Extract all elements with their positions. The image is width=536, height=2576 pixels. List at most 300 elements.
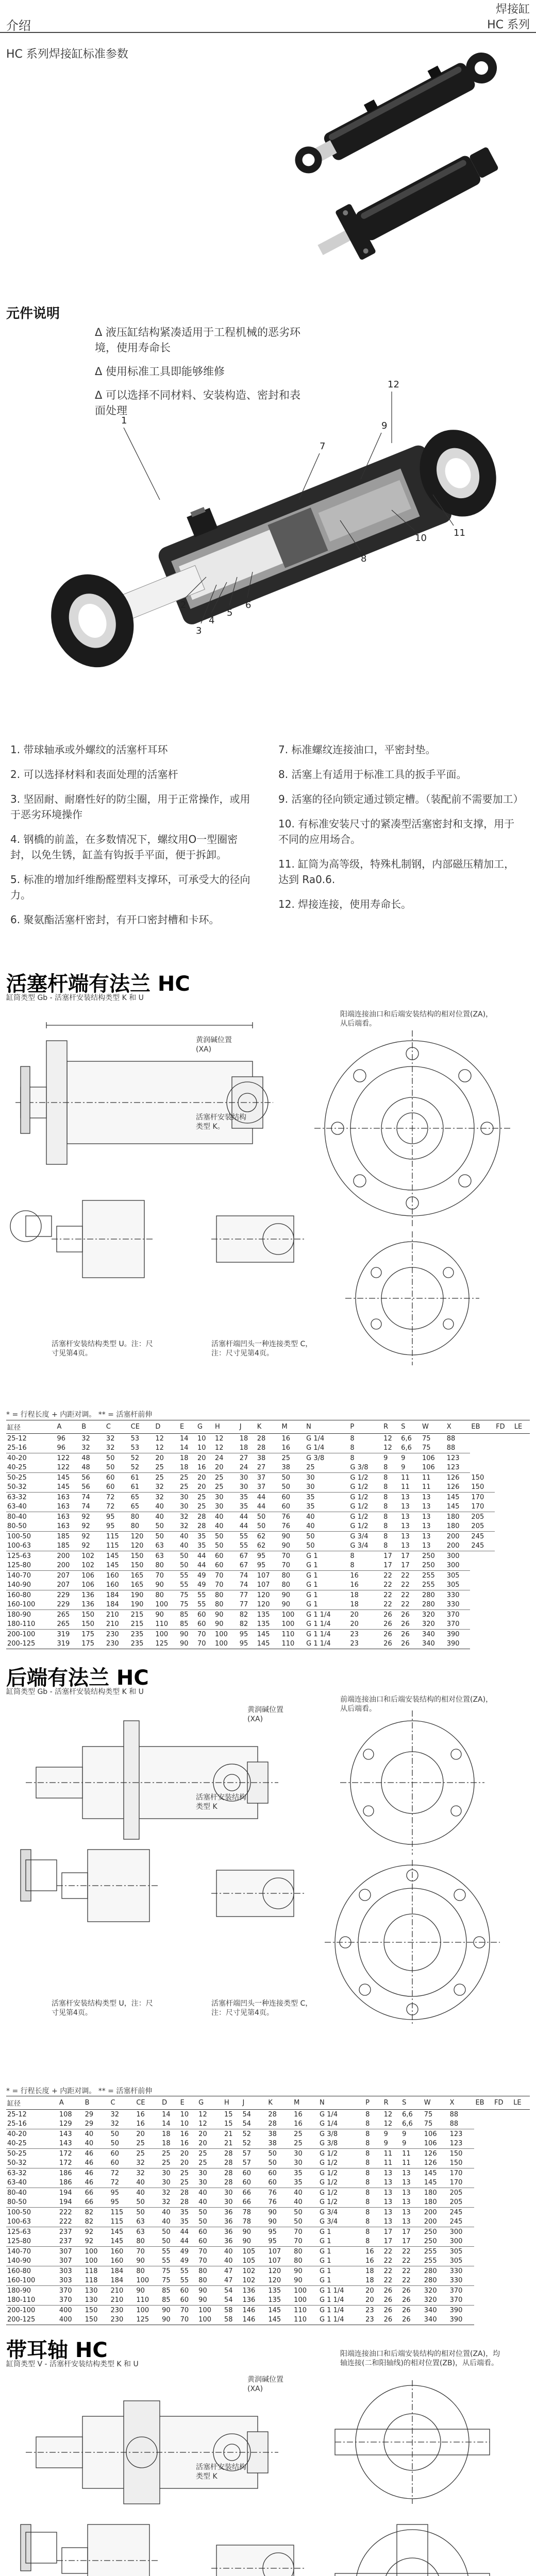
table-cell: 265	[57, 1611, 70, 1619]
table-cell: 28	[224, 2169, 233, 2177]
table-cell: 46	[84, 2178, 110, 2188]
table-row	[6, 1571, 530, 1581]
table-cell: 180	[446, 1513, 460, 1521]
table-cell: 120	[130, 1541, 155, 1551]
table-header-cell: M	[293, 2096, 319, 2110]
table-cell: 75	[179, 1600, 196, 1610]
table-cell: 229	[56, 1600, 81, 1610]
table-cell: 90	[214, 1620, 239, 1630]
table-cell: 200	[446, 1541, 471, 1551]
table-cell: 50	[109, 2139, 135, 2149]
table-cell: 150	[471, 1473, 484, 1482]
table-row	[6, 1532, 530, 1541]
table-cell: 12	[215, 1434, 224, 1443]
table-cell: 160-80	[7, 1591, 31, 1599]
table-cell: 63	[155, 1552, 164, 1560]
table-cell: 250	[421, 1561, 446, 1571]
table-cell: 180	[424, 2189, 437, 2197]
table-cell: 90	[294, 2267, 303, 2275]
table-cell: 74	[239, 1571, 248, 1580]
callout-5: 5	[227, 607, 233, 618]
table-cell: 26	[383, 2296, 401, 2306]
table-cell: 12	[198, 2110, 207, 2119]
table-row	[6, 2237, 530, 2247]
table-cell: 28	[267, 2120, 293, 2129]
feature-item: 3. 坚固耐、耐磨性好的防尘圈，用于正常操作，或用于恶劣环境操作	[10, 793, 250, 821]
table-cell: 255	[424, 2247, 437, 2256]
section3-subtitle: 缸筒类型 V - 活塞杆安装结构类型 K 和 U	[6, 2360, 139, 2368]
table-cell: 150	[84, 2315, 110, 2325]
table-row	[6, 2208, 530, 2217]
table-cell: 35	[179, 2217, 198, 2227]
table-cell: 126	[423, 2159, 449, 2168]
table-cell: 13	[400, 1502, 421, 1512]
dimension-table-1	[6, 1420, 530, 1649]
table-cell: 17	[382, 1561, 400, 1571]
table-cell: 76	[280, 1522, 305, 1532]
table-cell: 9	[383, 1454, 388, 1462]
table-header-cell: W	[421, 1420, 446, 1434]
table-cell: 60	[106, 1473, 115, 1482]
table-cell: 20	[198, 2130, 207, 2138]
table-cell: G 1/2	[350, 1493, 368, 1501]
table-cell: 13	[421, 1522, 446, 1532]
table-cell: 29	[84, 2120, 110, 2129]
table-cell: 48	[80, 1463, 105, 1473]
table-cell: 46	[85, 2169, 94, 2177]
table-cell: 100	[135, 2276, 161, 2286]
table-cell: 52	[130, 1454, 140, 1462]
table-cell: 210	[105, 1620, 130, 1630]
table-cell: 13	[401, 1513, 410, 1521]
table-cell: 90	[136, 2286, 145, 2295]
table-cell: G 3/4	[349, 1541, 382, 1551]
table-cell: 30	[197, 2178, 223, 2188]
table-cell: 82	[239, 1611, 248, 1619]
table-cell: 120	[268, 2267, 281, 2275]
table-cell: 245	[449, 2208, 463, 2216]
table-cell: 26	[383, 2315, 401, 2325]
table-cell: 95	[239, 1639, 256, 1649]
table-cell: 70	[196, 1639, 214, 1649]
table-cell: 370	[58, 2296, 84, 2306]
table-cell: 320	[421, 1620, 446, 1630]
table-cell: 194	[58, 2198, 84, 2208]
table-cell: 44	[179, 2237, 198, 2247]
table-cell: 50	[162, 2228, 171, 2236]
table-cell: 96	[56, 1444, 81, 1453]
table-cell: 14	[180, 1434, 189, 1443]
table-cell: 50	[161, 2237, 179, 2247]
table-cell: 70	[293, 2237, 319, 2247]
table-cell: 25	[294, 2130, 303, 2138]
table-cell: 25	[196, 1502, 214, 1512]
table-cell: 55	[179, 2276, 198, 2286]
table-cell: 30	[305, 1483, 349, 1493]
table-cell: 50-32	[6, 1483, 56, 1493]
table-cell: 32	[154, 1483, 179, 1493]
table-cell: 13	[421, 1541, 446, 1551]
table-cell: 35	[196, 1541, 214, 1551]
table-cell: 32	[106, 1434, 115, 1443]
table-cell: 126	[446, 1483, 471, 1493]
table-cell: 30	[179, 1502, 196, 1512]
table-cell: 70	[180, 2306, 189, 2314]
table-cell: 50	[306, 1532, 315, 1540]
table-cell: 255	[422, 1571, 435, 1580]
table-cell: 16	[364, 2257, 383, 2266]
table-header-cell: A	[58, 2096, 84, 2110]
table-cell: 50	[179, 1561, 196, 1571]
table-cell: 184	[106, 1591, 119, 1599]
table-cell: 78	[242, 2208, 252, 2216]
table-cell: 44	[239, 1513, 248, 1521]
table-cell: 20	[349, 1620, 382, 1630]
table-row	[6, 1581, 530, 1590]
table-cell: 90	[293, 2276, 319, 2286]
table-cell: 40	[180, 1532, 189, 1540]
table-cell: 82	[85, 2208, 94, 2216]
table-cell: 18	[180, 1454, 189, 1462]
table-cell: 25	[179, 1483, 196, 1493]
table-cell: 75	[161, 2276, 179, 2286]
table-cell: 63-40	[6, 1502, 56, 1512]
table-cell: 10	[180, 2110, 189, 2119]
table-cell: 25-12	[7, 1434, 27, 1443]
table-cell: 120	[267, 2276, 293, 2286]
table-cell: 118	[85, 2267, 98, 2275]
table-cell: 30	[293, 2159, 319, 2168]
table-cell: 32	[162, 2189, 171, 2197]
table-cell: 46	[85, 2149, 94, 2158]
table-cell: 28	[257, 1434, 266, 1443]
table-row	[6, 1453, 530, 1463]
table-cell: 85	[179, 1620, 196, 1630]
table-cell: 47	[223, 2276, 242, 2286]
table-cell: 115	[109, 2217, 135, 2227]
table-cell: 23	[365, 2306, 374, 2314]
table-cell: 20	[179, 2159, 198, 2168]
table-cell: 110	[154, 1620, 179, 1630]
table-cell: 102	[81, 1552, 95, 1560]
table-cell: 13	[422, 1532, 431, 1540]
table-cell: 54	[242, 2110, 252, 2119]
table-cell: 17	[400, 1561, 421, 1571]
table-cell: 26	[401, 1611, 410, 1619]
feature-item: 11. 缸筒为高等级，特殊札制钢，内部磁压精加工，达到 Ra0.6.	[278, 858, 515, 886]
table-cell: 200-125	[6, 2315, 58, 2325]
table-cell: 200	[56, 1561, 81, 1571]
table-row	[6, 1463, 530, 1473]
table-cell: 35	[293, 2178, 319, 2188]
table-row	[6, 1610, 530, 1620]
table-cell: 12	[383, 2110, 393, 2119]
table-row	[6, 2178, 530, 2188]
table-cell: 60	[196, 1620, 214, 1630]
table-cell: 25	[155, 1473, 164, 1482]
table-cell: 95	[268, 2228, 277, 2236]
table-header-cell: R	[383, 2096, 401, 2110]
table-cell: 70	[280, 1561, 305, 1571]
feature-item: 9. 活塞的径向锁定通过锁定槽。（装配前不需要加工）	[278, 793, 524, 805]
table-cell: 27	[239, 1454, 248, 1462]
table-cell: 230	[110, 2306, 124, 2314]
section1-drawings	[5, 1010, 531, 1370]
table-cell: 370	[449, 2296, 475, 2306]
table-cell: 27	[256, 1463, 281, 1473]
table-cell: 400	[59, 2306, 72, 2314]
table-cell: 123	[449, 2130, 463, 2138]
table-cell: 16	[196, 1463, 214, 1473]
table-cell: 80-40	[7, 2189, 27, 2197]
table-cell: 62	[256, 1541, 281, 1551]
table-cell: 40	[136, 2189, 145, 2197]
table-cell: 8	[365, 2228, 370, 2236]
table-cell: 205	[449, 2198, 475, 2208]
table-cell: 50-32	[6, 2159, 58, 2168]
table-cell: 22	[383, 2247, 393, 2256]
callout-3: 3	[196, 625, 202, 636]
table-row	[6, 1600, 530, 1610]
table-cell: 205	[471, 1513, 484, 1521]
table-cell: 125-80	[6, 2237, 58, 2247]
table-cell: 30	[239, 1473, 248, 1482]
table-cell: 60	[198, 2228, 207, 2236]
section3-note-top: 阳端连接油口和后端安装结构的相对位置(ZA)，均轴连接(二和阳轴线)的相对位置(ZB)，从后端看。	[340, 2350, 500, 2367]
table-cell: 170	[449, 2169, 463, 2177]
table-row	[6, 2110, 530, 2120]
table-cell: 50	[305, 1541, 349, 1551]
callout-7: 7	[320, 441, 326, 452]
table-cell: 280	[421, 1600, 446, 1610]
table-cell: 8	[350, 1454, 355, 1462]
table-cell: 18	[161, 2139, 179, 2149]
table-cell: 122	[57, 1454, 70, 1462]
table-cell: 194	[59, 2189, 72, 2197]
table-header-cell: K	[256, 1420, 281, 1434]
table-header-cell: P	[349, 1420, 382, 1434]
table-cell: 95	[267, 2237, 293, 2247]
table-cell: 50	[257, 1513, 266, 1521]
table-cell: 90	[155, 1611, 164, 1619]
table-cell: 8	[382, 1483, 400, 1493]
features-left	[10, 742, 263, 927]
table-cell: 210	[106, 1611, 119, 1619]
table-cell: 22	[401, 1571, 410, 1580]
table-cell: 25	[136, 2149, 145, 2158]
table-cell: 80	[294, 2247, 303, 2256]
table-cell: 22	[402, 2247, 411, 2256]
table-header-cell: G	[196, 1420, 214, 1434]
table-cell: 300	[449, 2237, 475, 2247]
table-cell: 9	[383, 2139, 401, 2149]
elements-bullet: Δ 液压缸结构紧凑适用于工程机械的恶劣环境，使用寿命长	[95, 326, 301, 354]
callout-10: 10	[415, 533, 427, 544]
table-cell: 95	[257, 1552, 266, 1560]
table-cell: 60	[197, 2237, 223, 2247]
section2-subtitle: 缸筒类型 Gb - 活塞杆安装结构类型 K 和 U	[6, 1688, 144, 1696]
table-cell: 60	[179, 2296, 198, 2306]
table-cell: 90	[197, 2296, 223, 2306]
table-cell: 8	[365, 2189, 370, 2197]
table-cell: 13	[402, 2189, 411, 2197]
table-cell: 118	[84, 2276, 110, 2286]
table-cell: 215	[130, 1620, 155, 1630]
table-header-cell: N	[305, 1420, 349, 1434]
table-cell: 13	[400, 1522, 421, 1532]
table-cell: 25-16	[6, 1444, 56, 1453]
table-cell: 20	[136, 2130, 145, 2138]
table-cell: 100	[294, 2286, 307, 2295]
table-cell: 95	[109, 2198, 135, 2208]
table-cell: 63-40	[6, 2178, 58, 2188]
table-row	[6, 2227, 530, 2237]
table-cell: 80	[293, 2257, 319, 2266]
table-cell: 20	[364, 2296, 383, 2306]
table-cell: 110	[280, 1639, 305, 1649]
table-cell: 50	[198, 2208, 207, 2216]
table-cell: 63	[154, 1541, 179, 1551]
table-cell: 13	[383, 2189, 393, 2197]
table-cell: 70	[281, 1552, 290, 1560]
table-cell: 90	[161, 2315, 179, 2325]
table-cell: 370	[449, 2286, 463, 2295]
table-cell: 77	[239, 1600, 256, 1610]
feature-item: 7. 标准螺纹连接油口，平密封垫。	[278, 743, 436, 756]
table-cell: 180-110	[6, 2296, 58, 2306]
table-cell: 160	[109, 2257, 135, 2266]
table-cell: 50	[214, 1541, 239, 1551]
table-cell: 26	[402, 2306, 411, 2314]
table-cell: 100	[84, 2257, 110, 2266]
table-cell: 44	[239, 1522, 256, 1532]
table-cell: 95	[239, 1630, 248, 1638]
table-cell: 22	[383, 2257, 401, 2266]
table-row	[6, 1483, 530, 1493]
table-cell: 100-50	[7, 2208, 31, 2216]
table-cell: 90	[198, 2286, 207, 2295]
table-row	[6, 2139, 530, 2149]
table-cell: 320	[422, 1611, 435, 1619]
table-cell: 90	[135, 2257, 161, 2266]
section3-note-rod-k: 活塞杆安装结构类型 K	[196, 2463, 246, 2481]
table-cell: 90	[280, 1600, 305, 1610]
table-cell: G 1 1/4	[319, 2296, 364, 2306]
table-cell: 250	[424, 2228, 437, 2236]
table-cell: 9	[383, 2130, 388, 2138]
table-cell: 40	[294, 2189, 303, 2197]
table-cell: G 3/8	[349, 1463, 382, 1473]
table-cell: 200	[446, 1532, 460, 1540]
table-cell: 88	[446, 1434, 456, 1443]
table-cell: 30	[162, 2169, 171, 2177]
table-cell: 186	[59, 2169, 72, 2177]
table-cell: 319	[56, 1639, 81, 1649]
table-cell: 80	[155, 1591, 164, 1599]
table-cell: 23	[349, 1639, 382, 1649]
table-cell: 38	[257, 1454, 266, 1462]
table-cell: 22	[400, 1600, 421, 1610]
table-cell: 330	[449, 2267, 463, 2275]
table-cell: 8	[349, 1444, 382, 1453]
table-header-cell: 缸径	[6, 2096, 58, 2110]
table-cell: 150	[130, 1561, 155, 1571]
table-cell: 6,6	[401, 1434, 412, 1443]
table-cell: 40	[306, 1513, 315, 1521]
table-cell: 175	[81, 1630, 95, 1638]
table-cell: G 1/2	[350, 1513, 368, 1521]
table-cell: 235	[130, 1630, 144, 1638]
table-cell: 17	[383, 2228, 393, 2236]
table-cell: 40	[161, 2217, 179, 2227]
section1-note-rod-u: 活塞杆安装结构类型 U。注：尺寸见第4页。	[52, 1340, 153, 1358]
table-cell: 50	[154, 1522, 179, 1532]
table-cell: 11	[401, 1473, 410, 1482]
table-cell: 150	[130, 1552, 144, 1560]
table-cell: 20	[350, 1611, 359, 1619]
table-cell: 25	[154, 1463, 179, 1473]
table-cell: 32	[180, 1513, 189, 1521]
table-cell: 22	[383, 2267, 393, 2275]
table-row	[6, 2188, 530, 2198]
table-cell: G 1	[306, 1552, 318, 1560]
table-cell: 106	[424, 2130, 437, 2138]
table-cell: 57	[242, 2149, 252, 2158]
table-cell: 66	[242, 2198, 267, 2208]
table-cell: 54	[224, 2286, 233, 2295]
table-cell: 8	[365, 2130, 370, 2138]
table-cell: 28	[180, 2189, 189, 2197]
table-cell: 40	[179, 1541, 196, 1551]
table-header-cell: D	[154, 1420, 179, 1434]
table-cell: 28	[223, 2159, 242, 2168]
table-cell: 50	[294, 2208, 303, 2216]
table-cell: 9	[401, 2139, 423, 2149]
table-cell: G 1 1/4	[320, 2286, 344, 2295]
table-row	[6, 2286, 530, 2296]
table-cell: 100	[85, 2247, 98, 2256]
table-cell: 11	[383, 2149, 393, 2158]
table-cell: 95	[256, 1561, 281, 1571]
table-cell: 90	[280, 1541, 305, 1551]
table2-wrap	[6, 2096, 530, 2325]
table-cell: 75	[424, 2110, 433, 2119]
table-cell: 70	[197, 2257, 223, 2266]
table-cell: 145	[105, 1561, 130, 1571]
table-cell: 90	[281, 1532, 290, 1540]
table-cell: 175	[80, 1639, 105, 1649]
table-row	[6, 1502, 530, 1512]
table-cell: 40	[215, 1513, 224, 1521]
table-cell: 123	[449, 2139, 475, 2149]
table-cell: 163	[57, 1513, 70, 1521]
table-cell: 55	[180, 1571, 189, 1580]
table-cell: 300	[449, 2228, 463, 2236]
table-cell: 60	[242, 2169, 252, 2177]
table-cell: G 1	[320, 2247, 331, 2256]
table-cell: G 1	[305, 1581, 349, 1590]
table-cell: 108	[59, 2110, 72, 2119]
table-cell: 140-70	[7, 2247, 31, 2256]
table-row	[6, 2247, 530, 2257]
table-cell: 8	[383, 1532, 388, 1540]
callout-12: 12	[388, 379, 399, 390]
table-cell: 16	[294, 2110, 303, 2119]
table-cell: 58	[223, 2315, 242, 2325]
table-cell: 17	[401, 2237, 423, 2247]
table-cell: 70	[136, 2247, 145, 2256]
table-cell: 370	[59, 2286, 72, 2295]
